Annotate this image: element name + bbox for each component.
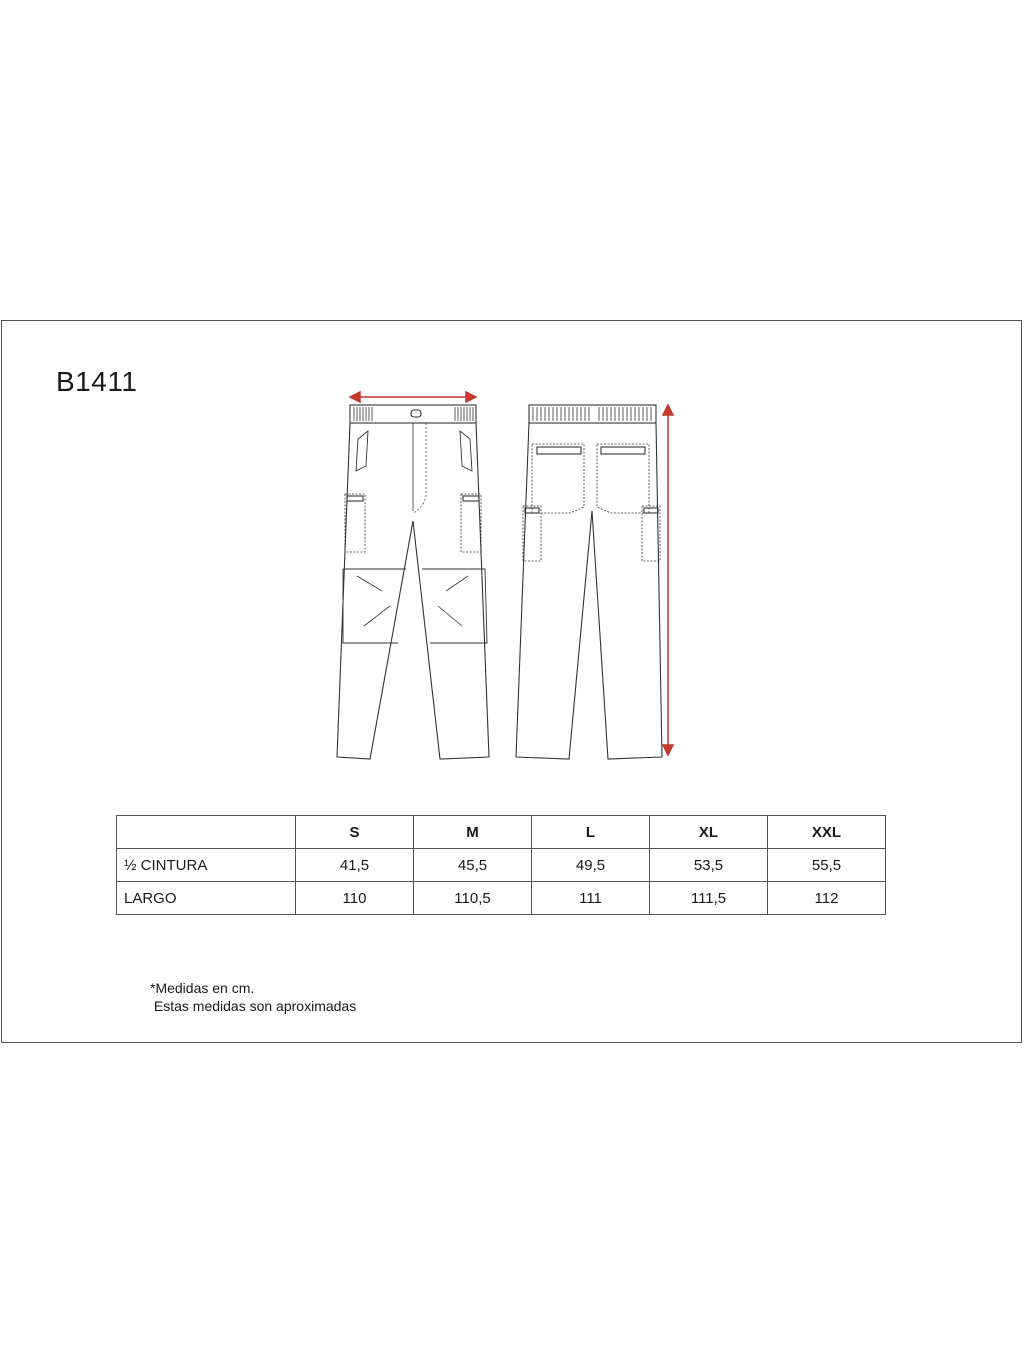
table-cell: 111 bbox=[532, 882, 650, 915]
size-table bbox=[116, 815, 886, 915]
row-label: LARGO bbox=[117, 882, 296, 915]
size-table-corner-cell bbox=[117, 816, 296, 849]
note-units: *Medidas en cm. bbox=[150, 980, 255, 996]
size-header-xl: XL bbox=[650, 816, 768, 849]
table-cell: 110 bbox=[296, 882, 414, 915]
table-cell: 111,5 bbox=[650, 882, 768, 915]
pants-technical-drawing bbox=[2, 321, 1023, 781]
size-header-xxl: XXL bbox=[768, 816, 886, 849]
table-cell: 45,5 bbox=[414, 849, 532, 882]
size-header-m: M bbox=[414, 816, 532, 849]
row-label: ½ CINTURA bbox=[117, 849, 296, 882]
size-chart-sheet bbox=[1, 320, 1022, 1043]
table-cell: 112 bbox=[768, 882, 886, 915]
waist-measure-arrow bbox=[350, 392, 476, 402]
table-cell: 110,5 bbox=[414, 882, 532, 915]
table-row-length bbox=[117, 882, 886, 915]
note-approximate: Estas medidas son aproximadas bbox=[150, 998, 357, 1014]
pants-front-view bbox=[337, 405, 489, 759]
size-table-header-row bbox=[117, 816, 886, 849]
table-cell: 41,5 bbox=[296, 849, 414, 882]
table-cell: 49,5 bbox=[532, 849, 650, 882]
table-cell: 55,5 bbox=[768, 849, 886, 882]
measurement-notes bbox=[150, 979, 356, 1015]
length-measure-arrow bbox=[663, 405, 673, 755]
table-row-half-waist bbox=[117, 849, 886, 882]
size-header-s: S bbox=[296, 816, 414, 849]
size-header-l: L bbox=[532, 816, 650, 849]
table-cell: 53,5 bbox=[650, 849, 768, 882]
model-code: B1411 bbox=[56, 366, 138, 397]
pants-back-view bbox=[516, 405, 662, 759]
